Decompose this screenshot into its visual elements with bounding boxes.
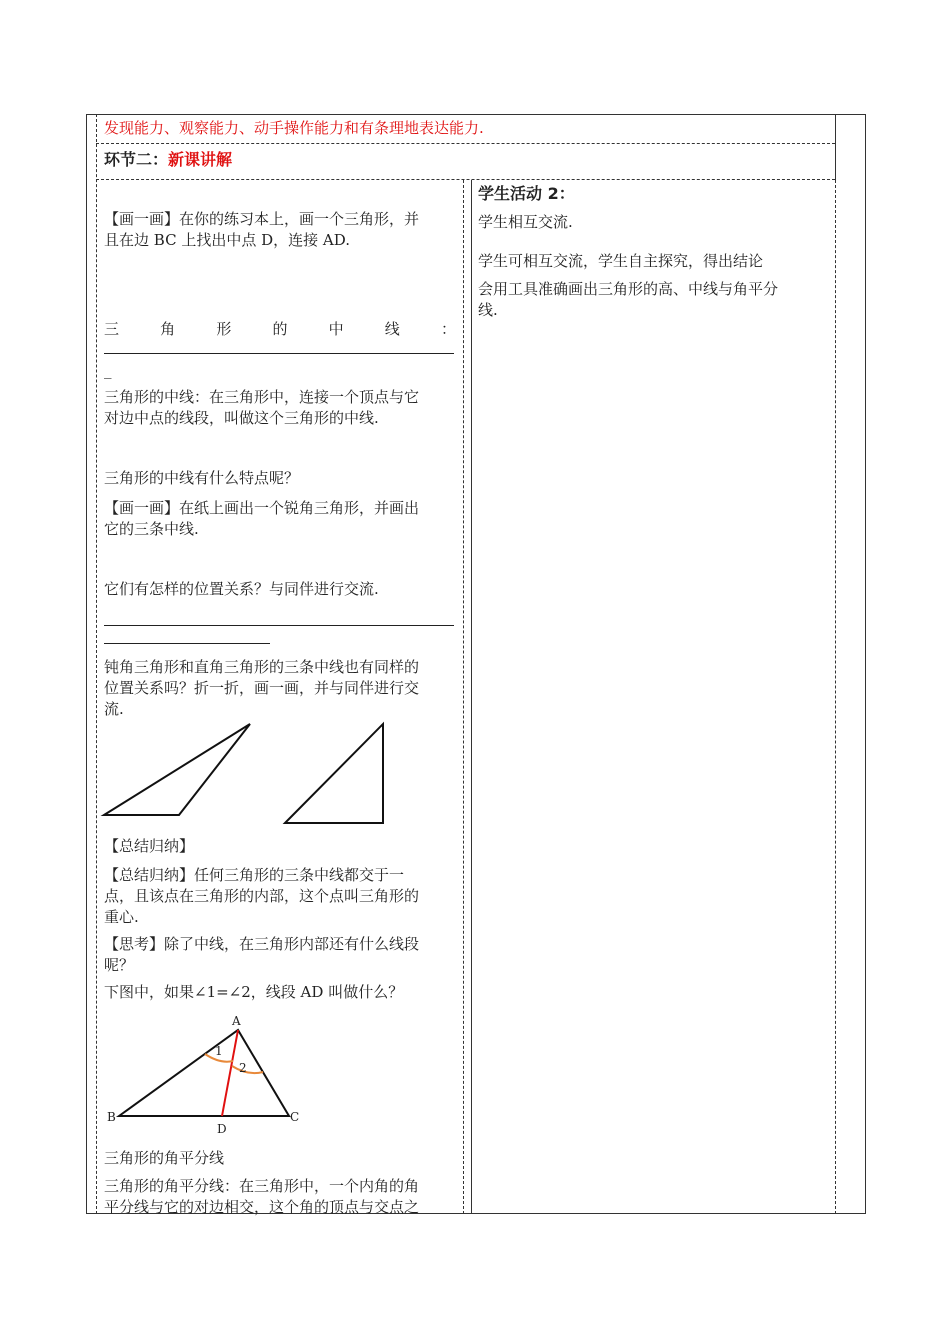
label-b: B <box>107 1110 116 1124</box>
summary-line2: 点，且该点在三角形的内部，这个点叫三角形的 <box>104 887 420 905</box>
obtuse-right-question-line1: 钝角三角形和直角三角形的三条中线也有同样的 <box>104 658 420 676</box>
think-line2: 呢？ <box>104 956 135 974</box>
obtuse-and-right-triangles-figure <box>96 715 396 830</box>
student-activity-line3: 会用工具准确画出三角形的高、中线与角平分 <box>478 280 779 298</box>
label-a: A <box>232 1014 241 1028</box>
median-heading: 三 角 形 的 中 线 ： <box>104 320 456 338</box>
summary-title: 【总结归纳】 <box>104 837 195 855</box>
col-separator <box>471 180 472 1214</box>
obtuse-right-question-line2: 位置关系吗？折一折，画一画，并与同伴进行交 <box>104 679 420 697</box>
section-label: 环节二： <box>104 150 169 169</box>
right-triangle <box>285 724 383 823</box>
student-activity-line4: 线. <box>478 301 498 319</box>
table-top-border <box>86 114 865 115</box>
row2-bottom-dash <box>96 179 835 180</box>
bisector-title: 三角形的角平分线 <box>104 1149 225 1167</box>
angle-question: 下图中，如果∠1=∠2，线段 AD 叫做什么？ <box>104 983 404 1001</box>
bisector-ad <box>222 1030 238 1116</box>
row1-bottom-dash <box>96 143 835 144</box>
summary-line1: 【总结归纳】任何三角形的三条中线都交于一 <box>104 866 405 884</box>
answer-blank-line1 <box>104 625 454 626</box>
median-definition-line1: 三角形的中线：在三角形中，连接一个顶点与它 <box>104 388 420 406</box>
inner-right-solid <box>835 114 836 180</box>
median-blank-tail: _ <box>104 361 112 379</box>
position-question: 它们有怎样的位置关系？与同伴进行交流. <box>104 580 379 598</box>
median-answer-blank <box>104 353 454 354</box>
obtuse-right-question-line3: 流. <box>104 700 124 718</box>
student-activity-line1: 学生相互交流. <box>478 213 573 231</box>
angle-2-arc <box>232 1066 263 1073</box>
label-angle-1: 1 <box>215 1044 223 1058</box>
draw-task-2-line2: 它的三条中线. <box>104 520 199 538</box>
label-c: C <box>290 1110 300 1124</box>
obtuse-triangle <box>104 724 250 815</box>
median-question: 三角形的中线有什么特点呢？ <box>104 469 300 487</box>
draw-task-1-line1: 【画一画】在你的练习本上，画一个三角形，并 <box>104 210 420 228</box>
label-d: D <box>217 1122 227 1136</box>
median-definition-line2: 对边中点的线段，叫做这个三角形的中线. <box>104 409 379 427</box>
answer-blank-line2 <box>104 643 270 644</box>
inner-right-dash <box>835 180 836 1214</box>
draw-task-1-line2: 且在边 BC 上找出中点 D，连接 AD. <box>104 231 350 249</box>
table-left-border <box>86 114 87 1214</box>
bisector-definition-line2: 平分线与它的对边相交，这个角的顶点与交点之 <box>104 1198 420 1216</box>
angle-bisector-figure <box>96 1008 316 1138</box>
bisector-definition-line1: 三角形的角平分线：在三角形中，一个内角的角 <box>104 1177 420 1195</box>
label-angle-2: 2 <box>239 1061 247 1075</box>
draw-task-2-line1: 【画一画】在纸上画出一个锐角三角形，并画出 <box>104 499 420 517</box>
student-activity-line2: 学生可相互交流，学生自主探究，得出结论 <box>478 252 764 270</box>
section-title: 新课讲解 <box>168 150 233 169</box>
ability-text: 发现能力、观察能力、动手操作能力和有条理地表达能力. <box>104 119 484 137</box>
summary-line3: 重心. <box>104 908 139 926</box>
left-col-dash <box>463 180 464 1214</box>
triangle-abc <box>119 1030 289 1116</box>
section-heading <box>104 148 232 172</box>
student-activity-heading: 学生活动 2： <box>478 184 575 203</box>
table-right-border <box>865 114 866 1214</box>
think-line1: 【思考】除了中线，在三角形内部还有什么线段 <box>104 935 420 953</box>
